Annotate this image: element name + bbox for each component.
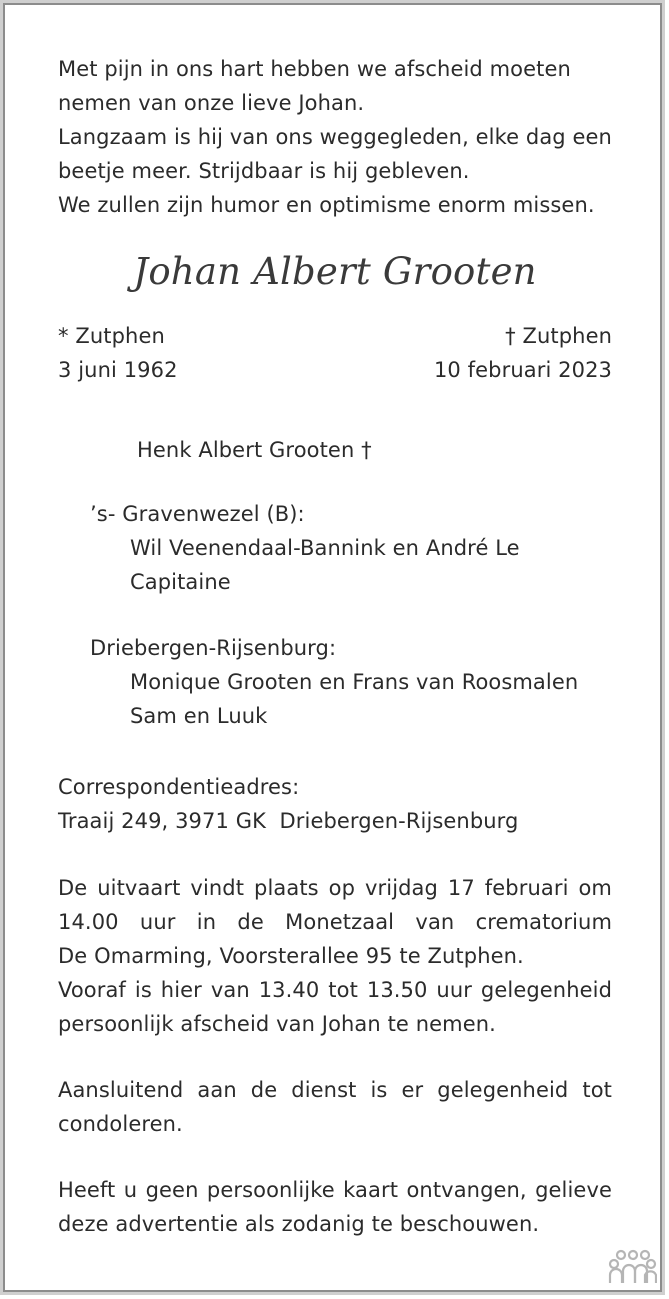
family-group-1-names: Wil Veenendaal-Bannink en André Le Capitaine (130, 536, 520, 594)
funeral-text (58, 871, 612, 1041)
funeral-line: Vooraf is hier van 13.40 tot 13.50 uur gelegenheid (58, 978, 612, 1002)
closing-line: Heeft u geen persoonlijke kaart ontvangen, gelieve (58, 1178, 612, 1202)
closing-text (58, 1173, 612, 1241)
funeral-line: De Omarming, Voorsterallee 95 te Zutphen. (58, 944, 524, 968)
condolence-line: Aansluitend aan de dienst is er gelegenheid tot (58, 1078, 612, 1102)
intro-line: beetje meer. Strijdbaar is hij gebleven. (58, 159, 470, 183)
funeral-line: 14.00 uur in de Monetzaal van crematorium (58, 910, 612, 934)
death-place: † Zutphen (505, 324, 612, 348)
life-dates (58, 319, 612, 387)
closing-line: deze advertentie als zodanig te beschouwen. (58, 1212, 540, 1236)
condolence-line: condoleren. (58, 1112, 183, 1136)
intro-line: We zullen zijn humor en optimisme enorm missen. (58, 193, 595, 217)
intro-line: Langzaam is hij van ons weggegleden, elke dag een (58, 125, 612, 149)
death-info (434, 319, 612, 387)
condolence-text (58, 1073, 612, 1141)
family-group-2-place: Driebergen-Rijsenburg: (90, 636, 337, 660)
correspondence-address: Traaij 249, 3971 GK Driebergen-Rijsenburg (58, 809, 519, 833)
birth-date: 3 juni 1962 (58, 358, 178, 382)
family-group-2-names: Sam en Luuk (130, 704, 268, 728)
birth-place: * Zutphen (58, 324, 165, 348)
intro-line: nemen van onze lieve Johan. (58, 91, 365, 115)
family-group-2-names: Monique Grooten en Frans van Roosmalen (130, 670, 579, 694)
intro-line: Met pijn in ons hart hebben we afscheid moeten (58, 57, 571, 81)
funeral-line: De uitvaart vindt plaats op vrijdag 17 februari om (58, 876, 612, 900)
family-group-1-place: ’s- Gravenwezel (B): (90, 502, 305, 526)
people-group-icon (607, 1249, 657, 1285)
announcement-content (58, 52, 612, 1241)
birth-info (58, 319, 178, 387)
funeral-line: persoonlijk afscheid van Johan te nemen. (58, 1012, 496, 1036)
death-date: 10 februari 2023 (433, 358, 612, 382)
father-name: Henk Albert Grooten † (137, 438, 372, 462)
intro-text (58, 52, 612, 222)
deceased-name: Johan Albert Grooten (133, 250, 537, 293)
correspondence-label: Correspondentieadres: (58, 775, 300, 799)
